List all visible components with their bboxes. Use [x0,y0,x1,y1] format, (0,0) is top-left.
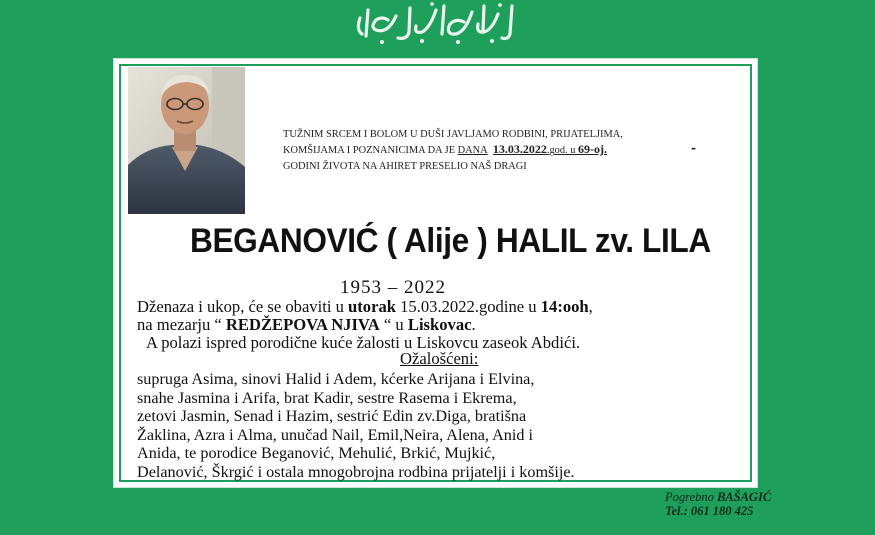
mourners-heading: Ožalošćeni: [400,349,479,368]
funeral-home-name-line [665,490,771,504]
mourners-line: zetovi Jasmin, Senad i Hazim, sestrić Edin zv.Diga, bratišna [137,407,527,426]
funeral-line-1-end: , [588,297,593,316]
funeral-line-1-text: Dženaza i ukop, će se obaviti u [137,297,349,316]
cemetery-name: REDŽEPOVA NJIVA [225,315,380,334]
intro-line-3: GODINI ŽIVOTA NA AHIRET PRESELIO NAŠ DRAGI [283,160,527,172]
funeral-line-2-text: na mezarju “ [137,315,226,334]
funeral-home-credit [665,490,771,518]
deceased-photo [128,67,245,214]
calligraphy-text: ارتحال دار البقاء [434,30,442,31]
deceased-name: BEGANOVIĆ ( Alije ) HALIL zv. LILA [190,222,711,260]
mourners-line: snahe Jasmina i Arifa, brat Kadir, sestre Rasema i Ekrema, [137,388,517,407]
age-at-death: 69-oj. [578,142,608,157]
death-date: 13.03.2022 [492,142,547,157]
funeral-line-3: A polazi ispred porodične kuće žalosti u Liskovcu zaseok Abdići. [146,333,581,352]
funeral-home-name: BAŠAGIĆ [716,490,772,504]
arabic-calligraphy-logo [352,0,524,46]
intro-line-2 [283,142,663,158]
funeral-line-1 [137,298,593,317]
funeral-home-phone: Tel.: 061 180 425 [665,504,754,518]
stray-mark: - [691,141,696,155]
intro-line-2-text: KOMŠIJAMA I POZNANICIMA DA JE [283,145,458,157]
mourners-list [137,370,575,482]
announcement-intro [283,127,663,174]
mourners-line: supruga Asima, sinovi Halid i Adem, kćerke Arijana i Elvina, [137,370,535,388]
funeral-time: 14:ooh [540,297,589,316]
funeral-line-2-end: . [471,315,476,334]
funeral-home-label: Pogrebno [665,490,717,504]
funeral-date-text: 15.03.2022.godine u [395,297,541,316]
mourners-line: Anida, te porodice Beganović, Mehulić, Brkić, Mujkić, [137,444,496,463]
funeral-line-2 [137,316,476,335]
mourners-line: Žaklina, Azra i Alma, unučad Nail, Emil,Neira, Alena, Anid i [137,425,534,444]
funeral-day: utorak [348,297,396,316]
funeral-line-2-mid: “ u [379,315,408,334]
intro-line-1: TUŽNIM SRCEM I BOLOM U DUŠI JAVLJAMO RODBINI, PRIJATELJIMA, [283,129,623,140]
funeral-place: Liskovac [407,315,472,334]
intro-dana: DANA [457,145,488,157]
mourners-line: Delanović, Škrgić i ostala mnogobrojna rodbina prijatelji i komšije. [137,462,575,481]
intro-line-2-god: .god. u [546,145,579,157]
life-years: 1953 – 2022 [340,277,446,298]
